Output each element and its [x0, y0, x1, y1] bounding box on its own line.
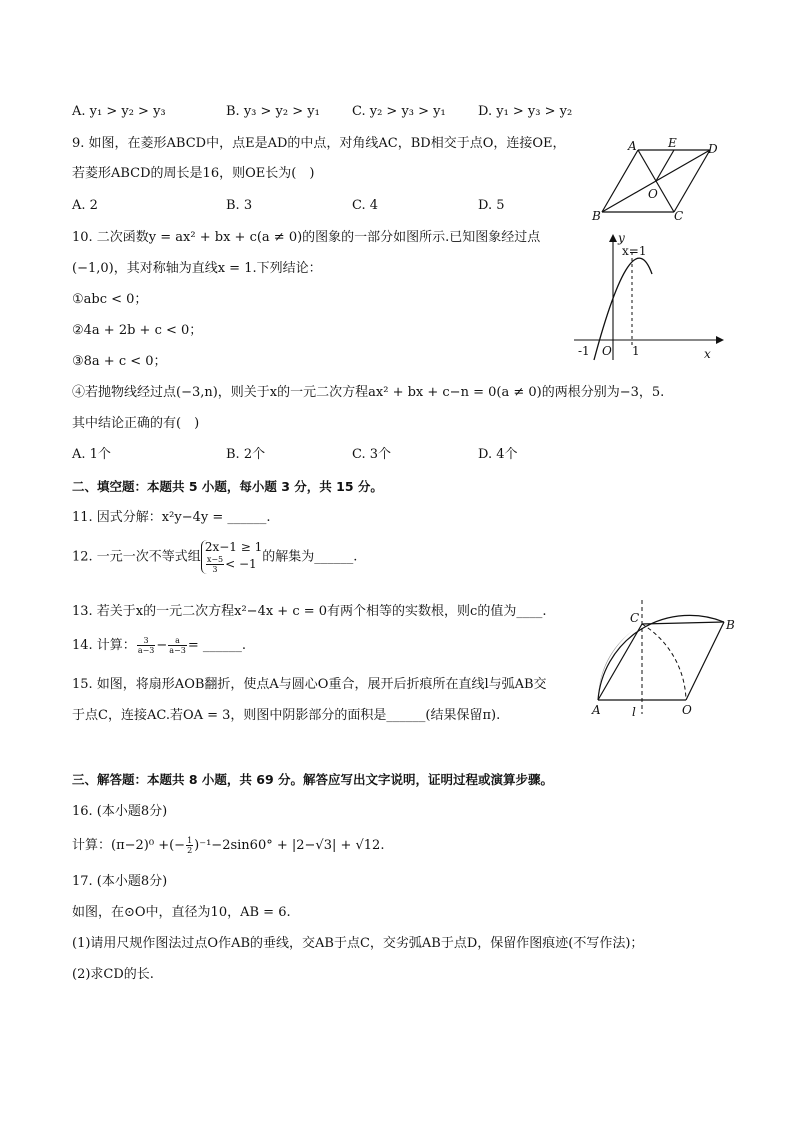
chord-ac [598, 624, 642, 700]
q8-option-d: D. y₁ > y₃ > y₂ [478, 104, 573, 119]
label-origin: O [602, 344, 612, 358]
q10-option-a: A. 1个 [72, 447, 111, 462]
label-one: 1 [632, 344, 640, 358]
q17-line1: 如图，在⊙O中，直径为10，AB = 6. [72, 905, 291, 920]
q10-stem-line1: 10. 二次函数y = ax² + bx + c(a ≠ 0)的图象的一部分如图所示.已知图象经过点 [72, 230, 541, 245]
q14-fraction-2-denominator: a−3 [169, 646, 186, 655]
label-c: C [674, 209, 684, 223]
q14-fraction-2-numerator: a [168, 636, 187, 646]
q12-fraction-numerator: x−5 [206, 555, 224, 564]
q14-minus: − [156, 638, 168, 653]
q8-option-b: B. y₃ > y₂ > y₁ [226, 104, 320, 119]
label-b: B [592, 209, 601, 223]
q16-header: 16. (本小题8分) [72, 804, 168, 819]
label-e: E [668, 136, 677, 150]
q15-sector-figure [586, 596, 742, 720]
q12 [72, 540, 357, 574]
q16-fraction-denominator: 2 [187, 846, 193, 855]
q12-inequality-2 [205, 555, 262, 574]
q16-fraction [186, 836, 193, 855]
q9-stem-line1: 9. 如图，在菱形ABCD中，点E是AD的中点，对角线AC，BD相交于点O，连接OE， [72, 136, 566, 151]
q9-option-d: D. 5 [478, 198, 505, 213]
q16-expression-suffix: )⁻¹−2sin60° + |2−√3| + √12. [194, 838, 385, 853]
q10-parabola-figure [566, 228, 726, 366]
q9-rhombus-figure [588, 136, 728, 226]
q15-stem-line2: 于点C，连接AC.若OA = 3，则图中阴影部分的面积是______(结果保留π). [72, 708, 501, 723]
q12-prefix: 12. 一元一次不等式组 [72, 549, 201, 565]
section-2-header: 二、填空题：本题共 5 小题，每小题 3 分，共 15 分。 [72, 479, 383, 494]
q10-stem-line2: (−1,0)，其对称轴为直线x = 1.下列结论： [72, 261, 322, 276]
label-x: x [704, 347, 711, 361]
q8-option-a: A. y₁ > y₂ > y₃ [72, 104, 166, 119]
q14-fraction-1-denominator: a−3 [137, 646, 155, 655]
q11: 11. 因式分解：x²y−4y = ______. [72, 510, 271, 525]
q17-part1: (1)请用尺规作图法过点O作AB的垂线，交AB于点C，交劣弧AB于点D，保留作图痕迹(不写作法)； [72, 936, 644, 951]
q14-fraction-2 [168, 636, 187, 655]
label-neg-one: -1 [578, 344, 590, 358]
label-d: D [708, 142, 718, 156]
q16-fraction-numerator: 1 [187, 836, 193, 845]
q16-expression [72, 836, 384, 855]
q14-fraction-1 [137, 636, 156, 655]
q12-suffix: 的解集为______. [262, 549, 358, 565]
q17-header: 17. (本小题8分) [72, 874, 168, 889]
q15-stem-line1: 15. 如图，将扇形AOB翻折，使点A与圆心O重合，展开后折痕所在直线l与弧AB交 [72, 677, 547, 692]
q9-stem-line2: 若菱形ABCD的周长是16，则OE长为( ) [72, 166, 315, 181]
label-o: O [648, 187, 658, 201]
q10-option-b: B. 2个 [226, 447, 266, 462]
q12-fraction [206, 555, 224, 574]
label-o: O [682, 703, 692, 717]
radius-ob [686, 622, 724, 700]
label-b: B [726, 618, 735, 632]
q9-option-c: C. 4 [352, 198, 379, 213]
label-a: A [592, 703, 601, 717]
rhombus-side-dc [674, 150, 710, 212]
label-y: y [618, 231, 625, 245]
q13: 13. 若关于x的一元二次方程x²−4x + c = 0有两个相等的实数根，则c的值为____. [72, 604, 547, 619]
q12-inequality-2-tail: < −1 [225, 557, 257, 571]
folded-arc [642, 624, 686, 700]
q10-option-d: D. 4个 [478, 447, 518, 462]
q10-conclusion-3: ③8a + c < 0； [72, 354, 167, 369]
q9-option-b: B. 3 [226, 198, 253, 213]
q10-option-c: C. 3个 [352, 447, 392, 462]
q8-option-c: C. y₂ > y₃ > y₁ [352, 104, 446, 119]
q9-option-a: A. 2 [72, 198, 98, 213]
q16-expression-prefix: 计算：(π−2)⁰ +(− [72, 838, 186, 853]
rhombus-side-ba [602, 150, 638, 212]
label-axis-x-eq-1: x=1 [622, 244, 647, 258]
x-axis-arrow [716, 336, 724, 344]
q12-inequality-system [201, 540, 262, 574]
q10-question: 其中结论正确的有( ) [72, 416, 200, 431]
q17-part2: (2)求CD的长. [72, 967, 154, 982]
label-a: A [628, 139, 637, 153]
label-c: C [630, 611, 640, 625]
section-3-header: 三、解答题：本题共 8 小题，共 69 分。解答应写出文字说明，证明过程或演算步骤。 [72, 772, 554, 787]
arc-ab [598, 615, 724, 700]
q10-conclusion-1: ①abc < 0； [72, 292, 148, 307]
q14 [72, 636, 246, 655]
y-axis-arrow [609, 234, 617, 242]
q10-conclusion-4: ④若抛物线经过点(−3,n)，则关于x的一元二次方程ax² + bx + c−n = 0(a ≠ 0)的两根分别为−3，5. [72, 385, 665, 400]
q12-fraction-denominator: 3 [212, 565, 218, 574]
label-l: l [632, 705, 636, 719]
q10-conclusion-2: ②4a + 2b + c < 0； [72, 323, 203, 338]
q14-fraction-1-numerator: 3 [137, 636, 156, 646]
q14-suffix: = ______. [187, 638, 247, 653]
q14-prefix: 14. 计算： [72, 638, 136, 653]
q12-inequality-1: 2x−1 ≥ 1 [204, 540, 263, 554]
